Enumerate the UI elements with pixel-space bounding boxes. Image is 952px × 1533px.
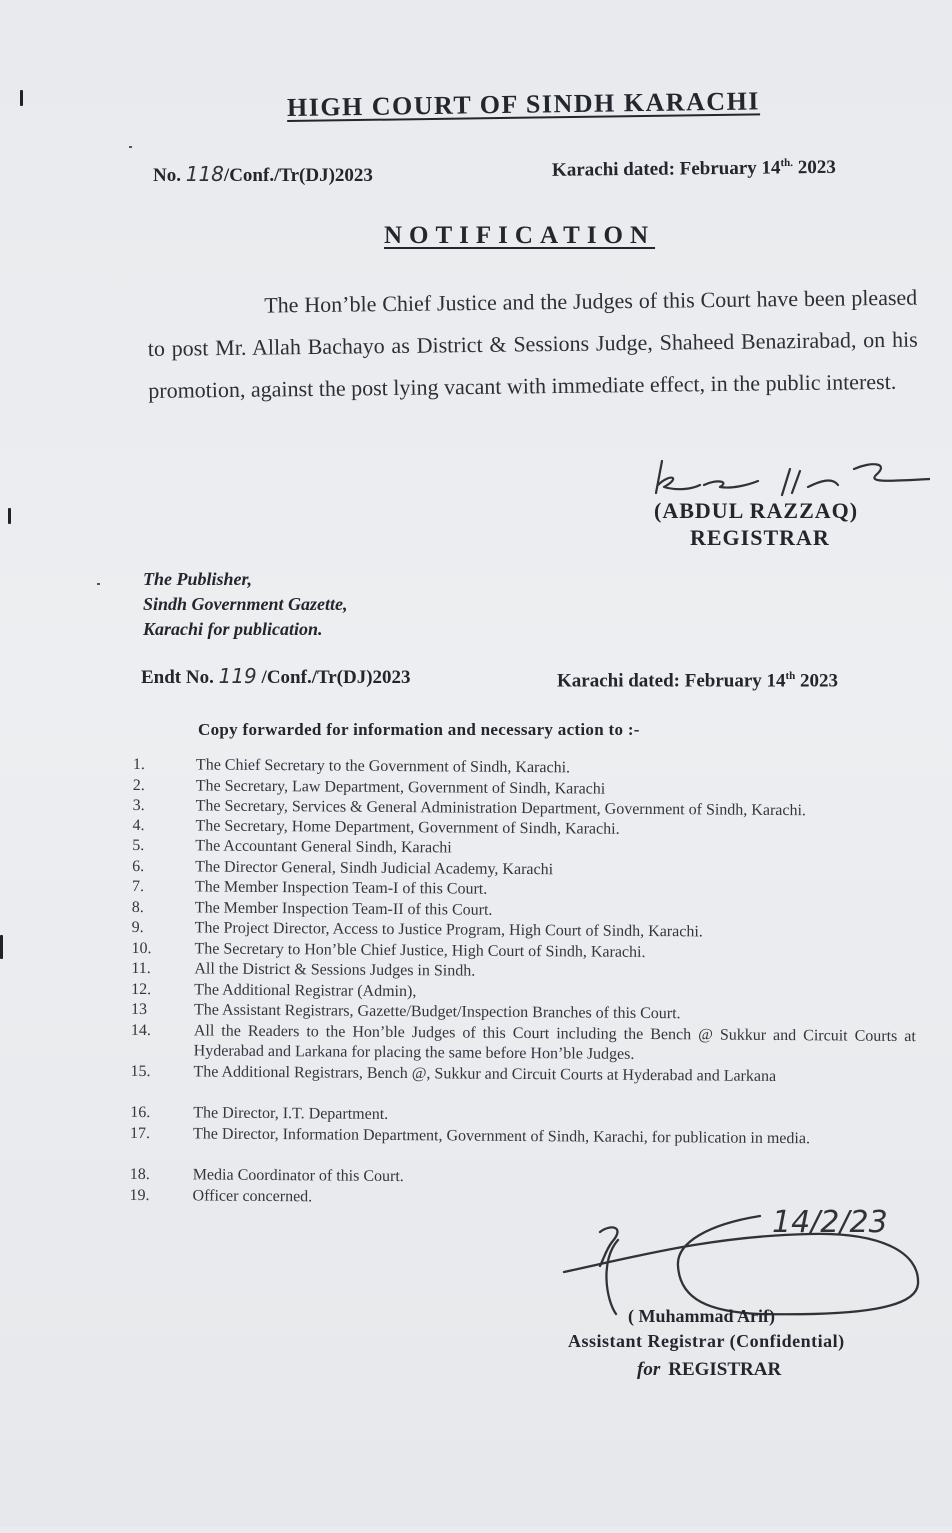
list-item-number: 13 [130, 1000, 148, 1019]
notification-body: The Hon’ble Chief Justice and the Judges of this Court have been pleased to post Mr. Allah Bachayo as District & Sessions Judge, Shaheed Benazirabad, on his promotion, against the post lying vacant with immediate effect, in the public interest. [147, 284, 918, 403]
for-registrar [637, 1359, 781, 1381]
notification-title: NOTIFICATION [384, 222, 656, 249]
list-item-text: The Secretary to Hon’ble Chief Justice, High Court of Sindh, Karachi. [194, 940, 646, 961]
court-heading: HIGH COURT OF SINDH KARACHI [286, 86, 761, 122]
list-item-text: The Director, I.T. Department. [193, 1104, 389, 1123]
list-item-text: The Project Director, Access to Justice Program, High Court of Sindh, Karachi. [194, 919, 703, 941]
list-item [132, 755, 923, 777]
list-item-text: The Additional Registrars, Bench @, Sukkur and Circuit Courts at Hyderabad and Larkana [193, 1063, 777, 1086]
list-item-text: Officer concerned. [192, 1187, 313, 1206]
list-item-number: 8. [131, 898, 144, 917]
list-item-text: The Director General, Sindh Judicial Academy, Karachi [195, 858, 554, 879]
copy-forwarded-heading: Copy forwarded for information and necessary action to :- [198, 720, 640, 739]
publisher-line: Sindh Government Gazette, [143, 594, 348, 614]
publisher-line: The Publisher, [143, 569, 253, 589]
list-item-number: 16. [130, 1103, 151, 1122]
registrar-title: REGISTRAR [690, 525, 830, 550]
list-item-text: The Accountant General Sindh, Karachi [195, 837, 452, 857]
list-item-number: 5. [132, 836, 145, 855]
list-item-number: 12. [131, 980, 152, 999]
handwritten-endorsement-number: 119 [218, 664, 257, 688]
registrar-name: (ABDUL RAZZAQ) [654, 498, 859, 523]
list-item-number: 7. [131, 877, 145, 896]
endorsement-date-text: Karachi dated: February 14 [557, 670, 786, 692]
list-item-text: The Member Inspection Team-II of this Court. [194, 899, 493, 919]
assistant-registrar-signature [560, 1196, 930, 1316]
list-item [129, 1165, 920, 1186]
list-item-text: The Chief Secretary to the Government of Sindh, Karachi. [195, 756, 571, 777]
list-item-number: 11. [131, 959, 151, 978]
for-registrar-title: REGISTRAR [668, 1359, 782, 1380]
signature-date: 14/2/23 [772, 1205, 888, 1240]
list-item [130, 1103, 920, 1123]
list-item-number: 4. [132, 816, 145, 835]
publisher-line: Karachi for publication. [143, 619, 323, 639]
list-item-text: The Secretary, Home Department, Government of Sindh, Karachi. [195, 817, 620, 838]
date-text: Karachi dated: February 14 [551, 157, 781, 181]
list-item-text: The Additional Registrar (Admin), [194, 981, 417, 1001]
list-item-number: 10. [131, 939, 152, 958]
list-item-text: The Assistant Registrars, Gazette/Budget/Inspection Branches of this Court. [193, 1001, 681, 1023]
list-item-number: 18. [129, 1165, 150, 1184]
list-item-number: 6. [132, 857, 145, 876]
handwritten-reference-number: 118 [185, 162, 224, 186]
list-item-text: The Member Inspection Team-I of this Court. [194, 878, 488, 898]
list-item-text: All the District & Sessions Judges in Sindh. [194, 960, 476, 980]
list-item-number: 14. [130, 1021, 151, 1040]
endorsement-date-year: 2023 [795, 670, 839, 692]
endorsement-prefix: Endt No. [141, 667, 219, 688]
list-item-number: 9. [131, 918, 144, 937]
endorsement-suffix: /Conf./Tr(DJ)2023 [256, 667, 411, 688]
assistant-registrar-name: ( Muhammad Arif) [628, 1306, 775, 1326]
list-item-number: 15. [130, 1062, 151, 1081]
reference-prefix: No. [153, 165, 186, 186]
date-ordinal: th. [780, 156, 794, 170]
list-item-number: 3. [132, 796, 145, 815]
list-item-number: 1. [132, 755, 146, 774]
list-item-number: 17. [130, 1124, 151, 1143]
list-item-text: The Director, Information Department, Government of Sindh, Karachi, for publication in media. [192, 1125, 811, 1148]
list-item-number: 19. [129, 1186, 150, 1205]
assistant-registrar-title: Assistant Registrar (Confidential) [568, 1331, 845, 1351]
reference-suffix: /Conf./Tr(DJ)2023 [223, 165, 373, 186]
for-word: for [637, 1359, 661, 1380]
endorsement-date-ordinal: th [785, 670, 796, 682]
date-year: 2023 [792, 156, 836, 179]
list-item-text: All the Readers to the Hon’ble Judges of this Court including the Bench @ Sukkur and Circuit Courts at Hyderabad and Larkana for placing the same before Hon’ble Judges. [193, 1022, 916, 1063]
list-item-number: 2. [132, 776, 145, 795]
list-item-text: The Secretary, Law Department, Government of Sindh, Karachi [195, 777, 606, 798]
list-item-text: The Secretary, Services & General Administration Department, Government of Sindh, Karachi. [195, 797, 807, 820]
list-item-text: Media Coordinator of this Court. [192, 1166, 404, 1186]
